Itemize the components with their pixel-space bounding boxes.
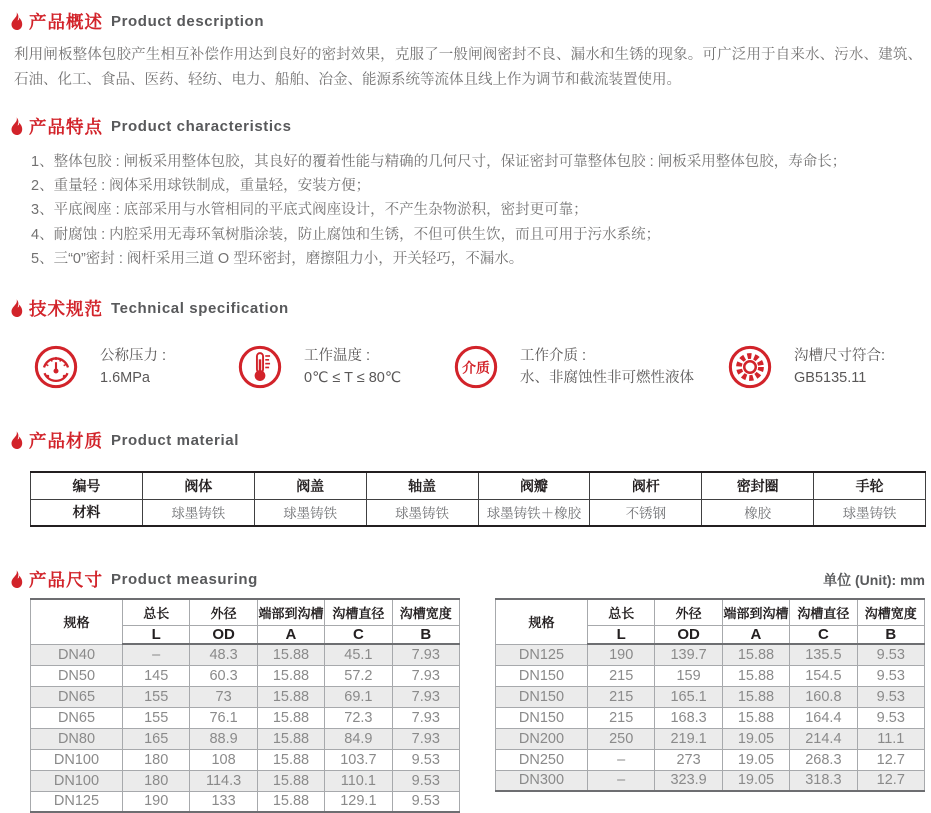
table-cell: DN100 [31,749,123,770]
table-cell: 9.53 [392,791,459,812]
table-header-cell: OD [190,625,257,644]
table-cell: 15.88 [257,686,324,707]
table-cell: 球墨铸铁 [814,499,926,526]
table-row [31,770,460,791]
table-cell: 7.93 [392,707,459,728]
section-title-en: Product material [111,431,239,449]
section-title-zh: 产品尺寸 [29,569,103,590]
table-cell: 103.7 [325,749,392,770]
table-header-cell: 轴盖 [366,472,478,499]
table-cell: 19.05 [722,749,789,770]
table-row [496,644,925,665]
table-cell: 323.9 [655,770,722,791]
table-cell: DN150 [496,707,588,728]
section-heading-specification [8,297,931,319]
section-title-en: Technical specification [111,299,289,317]
table-cell: 219.1 [655,728,722,749]
table-cell: 129.1 [325,791,392,812]
table-cell: DN80 [31,728,123,749]
flame-icon [8,299,25,318]
table-header-cell: 手轮 [814,472,926,499]
table-header-cell: 沟槽直径 [325,599,392,625]
section-heading-material [8,429,931,451]
table-cell: 19.05 [722,770,789,791]
material-table [30,471,926,527]
spec-item-temperature [237,344,453,390]
table-cell: 7.93 [392,665,459,686]
table-cell: DN125 [31,791,123,812]
spec-item-pressure [33,344,237,390]
table-cell: – [588,770,655,791]
table-row [31,644,460,665]
table-cell: 15.88 [722,707,789,728]
spec-value: 0℃ ≤ T ≤ 80℃ [304,370,402,387]
overview-paragraph: 利用闸板整体包胶产生相互补偿作用达到良好的密封效果，克服了一般闸阀密封不良、漏水和生锈的现象。可广泛用于自来水、污水、建筑、石油、化工、食品、医药、轻纺、电力、船舶、冶金、能源系统等流体且线上作为调节和截流装置使用。 [14,47,922,88]
feature-item: 4、耐腐蚀 : 内腔采用无毒环氧树脂涂装，防止腐蚀和生锈，不但可供生饮，而且可用于污水系统； [31,226,661,243]
material-row-label: 材料 [31,499,143,526]
table-cell: 72.3 [325,707,392,728]
table-header-cell: 端部到沟槽 [257,599,324,625]
pressure-gauge-icon [33,344,79,390]
table-cell: 11.1 [857,728,924,749]
table-header-cell: 沟槽宽度 [392,599,459,625]
material-header-row [31,472,926,499]
table-row [496,707,925,728]
table-cell: 133 [190,791,257,812]
spec-value: 1.6MPa [100,370,150,387]
table-cell: 9.53 [392,749,459,770]
table-header-cell: OD [655,625,722,644]
table-header-cell: A [257,625,324,644]
table-cell: 110.1 [325,770,392,791]
section-title-zh: 产品概述 [29,11,103,32]
table-row [496,686,925,707]
table-header-cell: 总长 [123,599,190,625]
table-cell: 15.88 [257,770,324,791]
table-cell: 88.9 [190,728,257,749]
table-cell: 139.7 [655,644,722,665]
table-body [496,644,925,791]
feature-item: 3、平底阀座 : 底部采用与水管相同的平底式阀座设计，不产生杂物淤积，密封更可靠； [31,202,588,219]
section-title-zh: 产品特点 [29,116,103,137]
flame-icon [8,12,25,31]
table-head [496,599,925,644]
table-cell: 15.88 [257,707,324,728]
table-header-cell: B [857,625,924,644]
section-title-zh: 技术规范 [29,298,103,319]
table-header-cell: A [722,625,789,644]
table-header-cell: 外径 [655,599,722,625]
flame-icon [8,431,25,450]
table-cell: 180 [123,749,190,770]
flame-icon [8,117,25,136]
spec-text [304,345,401,389]
material-data-row [31,499,926,526]
table-cell: 9.53 [392,770,459,791]
section-heading-overview [8,10,931,32]
table-cell: – [123,644,190,665]
table-cell: DN65 [31,686,123,707]
table-cell: 135.5 [790,644,857,665]
table-header-cell: C [325,625,392,644]
table-cell: 48.3 [190,644,257,665]
table-cell: 15.88 [257,644,324,665]
spec-item-groove [727,344,885,390]
dimensions-table-right [495,598,925,792]
table-row [31,791,460,812]
table-header-cell: B [392,625,459,644]
table-header-cell: 规格 [31,599,123,644]
feature-item: 1、整体包胶 : 闸板采用整体包胶，其良好的覆着性能与精确的几何尺寸，保证密封可靠整体包胶 : 闸板采用整体包胶，寿命长； [31,154,847,170]
spec-label: 工作温度 : [304,348,371,365]
table-cell: DN150 [496,686,588,707]
spec-text [794,345,885,389]
spec-row [33,336,931,398]
measuring-heading-row [0,568,925,590]
table-cell: 155 [123,707,190,728]
table-header-cell: 阀盖 [254,472,366,499]
table-row [496,728,925,749]
table-header-cell: 外径 [190,599,257,625]
table-header-row [31,599,460,625]
table-row [31,728,460,749]
table-cell: 165.1 [655,686,722,707]
table-cell: DN100 [31,770,123,791]
table-cell: 7.93 [392,644,459,665]
table-cell: 318.3 [790,770,857,791]
table-cell: 215 [588,707,655,728]
table-cell: 190 [588,644,655,665]
table-header-cell: 沟槽直径 [790,599,857,625]
table-cell: 250 [588,728,655,749]
table-header-cell: 密封圈 [702,472,814,499]
table-cell: 145 [123,665,190,686]
table-row [31,749,460,770]
flame-icon [8,570,25,589]
table-cell: DN65 [31,707,123,728]
table-header-cell: L [123,625,190,644]
unit-note: 单位 (Unit): mm [823,572,925,589]
section-title-en: Product characteristics [111,117,292,135]
spec-item-medium [453,344,727,390]
section-title-en: Product description [111,12,265,30]
table-cell: 45.1 [325,644,392,665]
table-cell: 214.4 [790,728,857,749]
table-cell: 7.93 [392,728,459,749]
table-cell: DN50 [31,665,123,686]
table-cell: 15.88 [722,665,789,686]
gear-icon [727,344,773,390]
table-cell: 15.88 [722,686,789,707]
section-title-zh: 产品材质 [29,430,103,451]
medium-badge-text: 介质 [462,359,490,376]
table-header-cell: 编号 [31,472,143,499]
table-cell: 160.8 [790,686,857,707]
table-cell: 橡胶 [702,499,814,526]
table-cell: DN40 [31,644,123,665]
table-cell: 84.9 [325,728,392,749]
table-header-cell: 规格 [496,599,588,644]
table-row [31,707,460,728]
table-header-row [496,599,925,625]
table-cell: 9.53 [857,665,924,686]
section-heading-measuring [8,568,258,590]
table-cell: DN200 [496,728,588,749]
table-cell: 57.2 [325,665,392,686]
table-cell: 60.3 [190,665,257,686]
table-header-cell: 沟槽宽度 [857,599,924,625]
table-head [31,599,460,644]
table-cell: 69.1 [325,686,392,707]
table-cell: 180 [123,770,190,791]
medium-badge-icon [453,344,499,390]
spec-value: GB5135.11 [794,370,867,387]
table-row [496,770,925,791]
spec-text [520,345,694,389]
spec-label: 沟槽尺寸符合: [794,348,886,365]
feature-item: 5、三“0”密封 : 阀杆采用三道 O 型环密封，磨擦阻力小，开关轻巧，不漏水。 [31,250,524,267]
table-cell: 球墨铸铁 [254,499,366,526]
table-body [31,644,460,812]
table-cell: 7.93 [392,686,459,707]
table-row [496,665,925,686]
table-cell: 15.88 [257,791,324,812]
spec-label: 工作介质 : [520,348,587,365]
table-cell: 球墨铸铁＋橡胶 [478,499,590,526]
table-header-cell: 总长 [588,599,655,625]
table-row [496,749,925,770]
table-cell: – [588,749,655,770]
table-cell: 9.53 [857,644,924,665]
table-cell: 159 [655,665,722,686]
table-cell: 164.4 [790,707,857,728]
table-cell: DN125 [496,644,588,665]
table-cell: 15.88 [257,728,324,749]
table-cell: 155 [123,686,190,707]
spec-label: 公称压力 : [100,348,167,365]
table-cell: 15.88 [722,644,789,665]
table-cell: 19.05 [722,728,789,749]
section-heading-characteristics [8,115,931,137]
table-header-cell: L [588,625,655,644]
table-cell: 球墨铸铁 [366,499,478,526]
dimensions-table-left [30,598,460,813]
table-cell: 215 [588,686,655,707]
table-header-cell: 阀杆 [590,472,702,499]
table-cell: 9.53 [857,707,924,728]
table-cell: DN150 [496,665,588,686]
table-cell: 9.53 [857,686,924,707]
dimension-tables [30,598,931,813]
table-cell: 108 [190,749,257,770]
table-header-cell: C [790,625,857,644]
table-cell: 73 [190,686,257,707]
table-header-cell: 端部到沟槽 [722,599,789,625]
table-cell: 12.7 [857,770,924,791]
table-cell: 76.1 [190,707,257,728]
table-cell: 190 [123,791,190,812]
table-cell: 15.88 [257,665,324,686]
table-cell: DN250 [496,749,588,770]
table-row [31,665,460,686]
table-cell: 273 [655,749,722,770]
table-cell: 154.5 [790,665,857,686]
table-row [31,686,460,707]
thermometer-icon [237,344,283,390]
table-cell: 15.88 [257,749,324,770]
table-cell: 12.7 [857,749,924,770]
table-cell: DN300 [496,770,588,791]
spec-value: 水、非腐蚀性非可燃性液体 [520,370,694,387]
table-cell: 114.3 [190,770,257,791]
feature-list [31,150,931,271]
spec-text [100,345,166,389]
table-header-cell: 阀体 [142,472,254,499]
table-cell: 球墨铸铁 [142,499,254,526]
table-cell: 268.3 [790,749,857,770]
table-header-cell: 阀瓣 [478,472,590,499]
table-cell: 不锈钢 [590,499,702,526]
section-title-en: Product measuring [111,570,258,588]
table-cell: 168.3 [655,707,722,728]
feature-item: 2、重量轻 : 阀体采用球铁制成，重量轻，安装方便； [31,178,371,195]
table-cell: 215 [588,665,655,686]
table-cell: 165 [123,728,190,749]
